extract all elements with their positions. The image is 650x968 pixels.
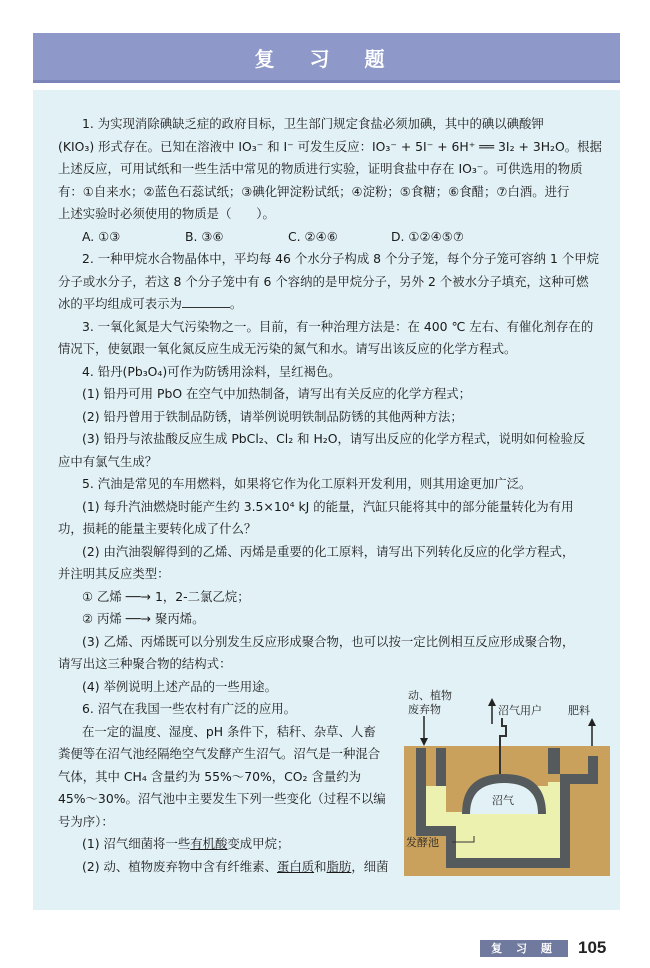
q5-sub4: (4) 举例说明上述产品的一些用途。 (82, 678, 277, 694)
q5-line1: 5. 汽油是常见的车用燃料，如果将它作为化工原料开发利用，则其用途更加广泛。 (82, 476, 532, 491)
page-footer (0, 938, 650, 958)
q1-line3: 上述反应，可用试纸和一些生活中常见的物质进行实验，证明食盐中存在 IO₃⁻。可供选用的物质 (58, 161, 583, 176)
q1-line2: (KIO₃) 形式存在。已知在溶液中 IO₃⁻ 和 I⁻ 可发生反应：IO₃⁻ + 5I⁻ + 6H⁺ ══ 3I₂ + 3H₂O。根据 (58, 138, 602, 154)
q1-line1: 1. 为实现消除碘缺乏症的政府目标，卫生部门规定食盐必须加碘，其中的碘以碘酸钾 (82, 116, 544, 131)
page-number: 105 (578, 938, 607, 957)
biogas-digester-figure (402, 686, 612, 878)
q6-sub1-term: 有机酸 (190, 836, 228, 851)
choice-c[interactable]: C. ②④⑥ (288, 228, 338, 244)
q5-sub1a: (1) 每升汽油燃烧时能产生约 3.5×10⁴ kJ 的能量，汽缸只能将其中的部分能量转化为有用 (82, 498, 574, 514)
q5-reaction1: ① 乙烯 ──→ 1，2-二氯乙烷； (82, 588, 250, 604)
q6-sub2-term1: 蛋白质 (276, 858, 315, 874)
q3-line1: 3. 一氧化氮是大气污染物之一。目前，有一种治理方法是：在 400 ℃ 左右、有催化剂存在的 (82, 318, 594, 334)
q2-line3-text: 冰的平均组成可表示为 (58, 296, 182, 311)
q6-sub2-term2: 脂肪 (326, 858, 352, 874)
label-biogas: 沼气 (492, 794, 514, 807)
outlet-wall (548, 748, 560, 774)
footer-section-label: 复 习 题 (480, 940, 568, 957)
q1-line4: 有：①自来水；②蓝色石蕊试纸；③碘化钾淀粉试纸；④淀粉；⑤食糖；⑥食醋；⑦白酒。进行 (58, 183, 570, 199)
q5-sub2b: 并注明其反应类型： (58, 566, 170, 581)
q6-sub2 (58, 856, 393, 879)
label-gas-user: 沼气用户 (498, 704, 542, 717)
q4-sub3a: (3) 铅丹与浓盐酸反应生成 PbCl₂、Cl₂ 和 H₂O，请写出反应的化学方程式，说明如何检验反 (82, 431, 586, 446)
title-banner (33, 33, 620, 83)
q6-sub1-b: 变成甲烷； (227, 836, 290, 851)
q4-line1: 4. 铅丹(Pb₃O₄)可作为防锈用涂料，呈红褐色。 (82, 363, 341, 379)
page-title: 复 习 题 (254, 47, 399, 71)
q4-sub2: (2) 铅丹曾用于铁制品防锈，请举例说明铁制品防锈的其他两种方法； (82, 408, 463, 424)
q6-sub2-m: 和 (314, 858, 327, 874)
choice-a[interactable]: A. ①③ (82, 228, 121, 244)
q6-para1: 在一定的温度、湿度、pH 条件下，秸秆、杂草、人畜 (82, 723, 376, 739)
q4-sub1: (1) 铅丹可用 PbO 在空气中加热制备，请写出有关反应的化学方程式； (82, 386, 472, 401)
q6-para5: 号为序）： (58, 813, 114, 829)
label-fertilizer: 肥料 (568, 704, 590, 717)
q5-sub1b: 功，损耗的能量主要转化成了什么？ (58, 521, 257, 536)
q6-sub2-a: (2) 动、植物废弃物中含有纤维素、 (82, 858, 277, 874)
q5-reaction2: ② 丙烯 ──→ 聚丙烯。 (82, 611, 205, 626)
q6-para4: 45%～30%。沼气池中主要发生下列一些变化（过程不以编 (58, 791, 386, 806)
q1-line5: 上述实验时必须使用的物质是（ ）。 (58, 206, 275, 221)
q5-sub3b: 请写出这三种聚合物的结构式： (58, 656, 232, 671)
choice-d[interactable]: D. ①②④⑤⑦ (391, 228, 464, 244)
q6-line1: 6. 沼气在我国一些农村有广泛的应用。 (82, 701, 297, 716)
q5-sub3a: (3) 乙烯、丙烯既可以分别发生反应形成聚合物，也可以按一定比例相互反应形成聚合物， (82, 633, 575, 649)
label-waste-1: 动、植物 (408, 689, 452, 702)
q2-line2: 分子或水分子，若这 8 个分子笼中有 6 个容纳的是甲烷分子，另外 2 个被水分子填充，这种可燃 (58, 273, 589, 289)
q6-sub1-a: (1) 沼气细菌将一些 (82, 836, 191, 851)
q6-sub2-b: ，细菌 (351, 858, 389, 874)
q2-line3: 冰的平均组成可表示为 。 (58, 296, 243, 311)
q4-sub3b: 应中有氯气生成？ (58, 453, 158, 469)
q1-choices (58, 226, 610, 249)
choice-b[interactable]: B. ③⑥ (185, 228, 224, 244)
label-fermentation-tank: 发酵池 (406, 836, 439, 849)
q5-sub2a: (2) 由汽油裂解得到的乙烯、丙烯是重要的化工原料，请写出下列转化反应的化学方程式， (82, 543, 575, 559)
q2-line1: 2. 一种甲烷水合物晶体中，平均每 46 个水分子构成 8 个分子笼，每个分子笼可容纳 1 个甲烷 (82, 251, 599, 266)
answer-blank[interactable] (182, 295, 230, 308)
q3-line2: 情况下，使氨跟一氧化氮反应生成无污染的氮气和水。请写出该反应的化学方程式。 (58, 341, 517, 356)
label-waste-2: 废弃物 (408, 703, 441, 716)
q6-sub1 (58, 833, 393, 856)
q6-para3: 气体，其中 CH₄ 含量约为 55%～70%，CO₂ 含量约为 (58, 768, 362, 784)
q6-para2: 粪便等在沼气池经隔绝空气发酵产生沼气。沼气是一种混合 (58, 746, 381, 761)
